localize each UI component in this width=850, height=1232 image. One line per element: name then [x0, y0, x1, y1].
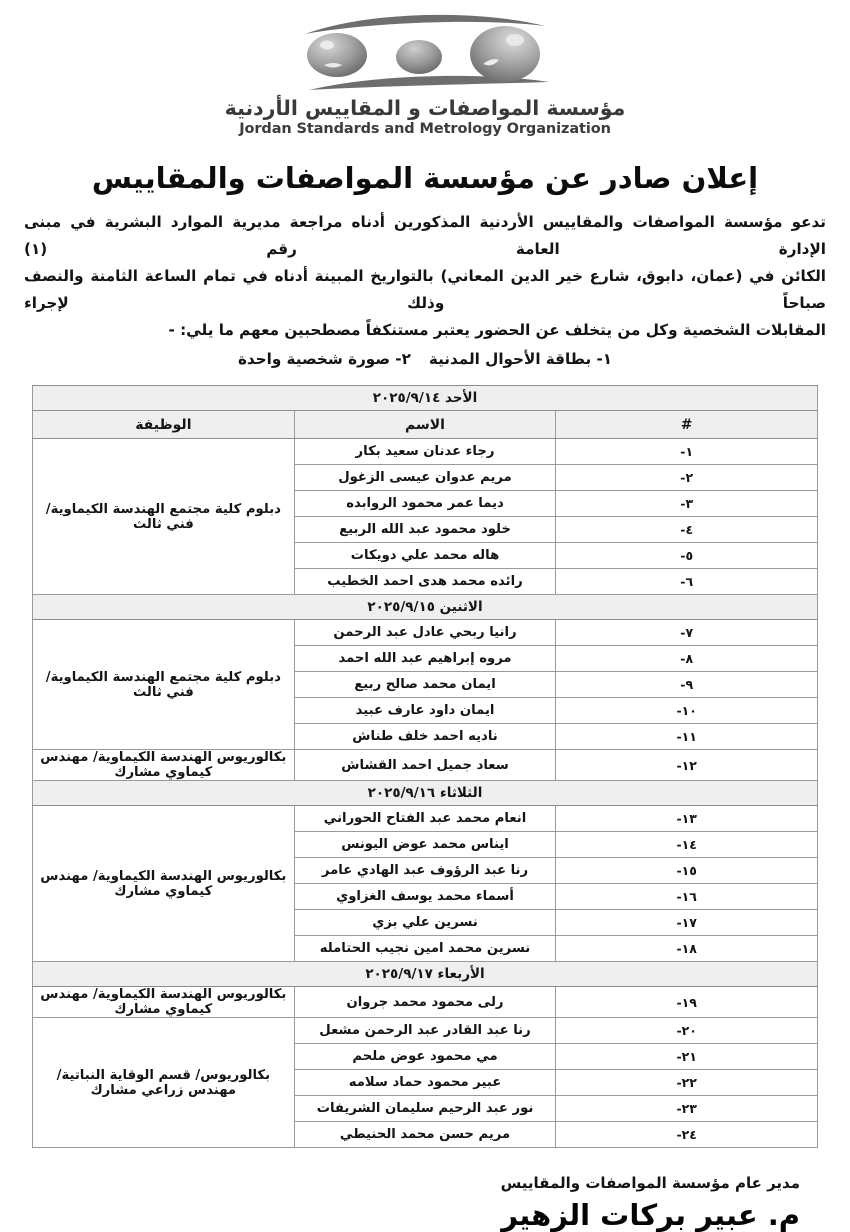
- intro-line-3: المقابلات الشخصية وكل من يتخلف عن الحضور يعتبر مستنكفاً مصطحبين معهم ما يلي: -: [168, 321, 826, 339]
- row-number: ١٩-: [556, 987, 818, 1018]
- job-title: بكالوريوس الهندسة الكيماوية/ مهندس كيماوي مشارك: [33, 987, 295, 1018]
- table-row: [33, 439, 818, 465]
- candidate-name: أسماء محمد يوسف الغزاوي: [294, 884, 556, 910]
- row-number: ١٨-: [556, 936, 818, 962]
- candidate-name: رانيا ربحي عادل عبد الرحمن: [294, 620, 556, 646]
- candidate-name: ديما عمر محمود الروابده: [294, 491, 556, 517]
- day-header-cell: [33, 781, 818, 806]
- job-title: بكالوريوس/ قسم الوقاية النباتية/مهندس زراعي مشارك: [33, 1018, 295, 1148]
- candidate-name: رنا عبد القادر عبد الرحمن مشعل: [294, 1018, 556, 1044]
- candidate-name: هاله محمد علي دويكات: [294, 543, 556, 569]
- candidate-name: خلود محمود عبد الله الربيع: [294, 517, 556, 543]
- candidate-name: ايمان محمد صالح ربيع: [294, 672, 556, 698]
- table-row: [33, 750, 818, 781]
- day-header-cell: [33, 962, 818, 987]
- day-header-cell: [33, 386, 818, 411]
- column-header-name: الاسم: [294, 411, 556, 439]
- row-number: ٢١-: [556, 1044, 818, 1070]
- day-header-cell: [33, 595, 818, 620]
- org-name-english: Jordan Standards and Metrology Organization: [239, 121, 611, 137]
- candidate-name: مريم عدوان عيسى الزغول: [294, 465, 556, 491]
- row-number: ٢٢-: [556, 1070, 818, 1096]
- job-title: بكالوريوس الهندسة الكيماوية/ مهندس كيماوي مشارك: [33, 806, 295, 962]
- letterhead: [0, 0, 850, 137]
- column-header-number: #: [556, 411, 818, 439]
- candidate-name: انعام محمد عبد الفتاح الحوراني: [294, 806, 556, 832]
- table-column-header-row: [33, 411, 818, 439]
- interview-schedule-table-wrapper: [32, 385, 818, 1148]
- day-date: ٢٠٢٥/٩/١٥: [367, 599, 435, 615]
- row-number: ٢٣-: [556, 1096, 818, 1122]
- candidate-name: ايمان داود عارف عبيد: [294, 698, 556, 724]
- column-header-job: الوظيفة: [33, 411, 295, 439]
- org-name-arabic: مؤسسة المواصفات و المقاييس الأردنية: [224, 96, 626, 120]
- table-row: [33, 987, 818, 1018]
- day-header-row: [33, 962, 818, 987]
- required-doc-1: ١- بطاقة الأحوال المدنية: [428, 350, 613, 368]
- candidate-name: رلى محمود محمد جروان: [294, 987, 556, 1018]
- page-title: إعلان صادر عن مؤسسة المواصفات والمقاييس: [91, 161, 759, 195]
- job-title: بكالوريوس الهندسة الكيماوية/ مهندس كيماوي مشارك: [33, 750, 295, 781]
- row-number: ١٧-: [556, 910, 818, 936]
- candidate-name: عبير محمود حماد سلامه: [294, 1070, 556, 1096]
- announcement-body: [24, 209, 826, 373]
- candidate-name: ايناس محمد عوض اليونس: [294, 832, 556, 858]
- row-number: ٢-: [556, 465, 818, 491]
- row-number: ١-: [556, 439, 818, 465]
- day-label: الأحد ٢٠٢٥/٩/١٤: [372, 390, 478, 406]
- day-date: ٢٠٢٥/٩/١٧: [365, 966, 433, 982]
- signature-block: [0, 1174, 850, 1232]
- day-label: الأربعاء ٢٠٢٥/٩/١٧: [365, 966, 485, 982]
- table-row: [33, 1018, 818, 1044]
- table-row: [33, 806, 818, 832]
- row-number: ١١-: [556, 724, 818, 750]
- row-number: ٤-: [556, 517, 818, 543]
- row-number: ١٠-: [556, 698, 818, 724]
- candidate-name: نسرين علي بزي: [294, 910, 556, 936]
- row-number: ١٦-: [556, 884, 818, 910]
- job-title: دبلوم كلية مجتمع الهندسة الكيماوية/فني ثالث: [33, 620, 295, 750]
- row-number: ٩-: [556, 672, 818, 698]
- jsmo-ovals-logo-icon: [287, 12, 563, 94]
- row-number: ١٢-: [556, 750, 818, 781]
- row-number: ٢٤-: [556, 1122, 818, 1148]
- day-label: الاثنين ٢٠٢٥/٩/١٥: [367, 599, 483, 615]
- candidate-name: رنا عبد الرؤوف عبد الهادي عامر: [294, 858, 556, 884]
- day-date: ٢٠٢٥/٩/١٦: [367, 785, 436, 801]
- day-header-row: [33, 386, 818, 411]
- candidate-name: مريم حسن محمد الحنيطي: [294, 1122, 556, 1148]
- candidate-name: رائده محمد هدى احمد الخطيب: [294, 569, 556, 595]
- row-number: ١٤-: [556, 832, 818, 858]
- candidate-name: مروه إبراهيم عبد الله احمد: [294, 646, 556, 672]
- row-number: ٥-: [556, 543, 818, 569]
- candidate-name: مي محمود عوض ملحم: [294, 1044, 556, 1070]
- required-doc-2: ٢- صورة شخصية واحدة: [237, 350, 411, 368]
- intro-line-1: تدعو مؤسسة المواصفات والمقاييس الأردنية المذكورين أدناه مراجعة مديرية الموارد البشرية في مبنى الإدارة العامة رقم (١): [24, 213, 826, 258]
- intro-line-2: الكائن في (عمان، دابوق، شارع خير الدين المعاني) بالتواريخ المبينة أدناه في تمام الساعة الثامنة والنصف صباحاً وذلك لإجراء: [24, 267, 826, 312]
- row-number: ١٥-: [556, 858, 818, 884]
- row-number: ٢٠-: [556, 1018, 818, 1044]
- row-number: ٨-: [556, 646, 818, 672]
- row-number: ١٣-: [556, 806, 818, 832]
- interview-schedule-table: [32, 385, 818, 1148]
- candidate-name: سعاد جميل احمد القشاش: [294, 750, 556, 781]
- required-documents: [24, 346, 826, 373]
- job-title: دبلوم كلية مجتمع الهندسة الكيماوية/فني ثالث: [33, 439, 295, 595]
- candidate-name: نور عبد الرحيم سليمان الشريفات: [294, 1096, 556, 1122]
- day-label: الثلاثاء ٢٠٢٥/٩/١٦: [367, 785, 483, 801]
- table-row: [33, 620, 818, 646]
- candidate-name: رجاء عدنان سعيد بكار: [294, 439, 556, 465]
- day-header-row: [33, 595, 818, 620]
- row-number: ٣-: [556, 491, 818, 517]
- row-number: ٦-: [556, 569, 818, 595]
- signer-name: م. عبير بركات الزهير: [501, 1198, 800, 1232]
- candidate-name: ناديه احمد خلف طناش: [294, 724, 556, 750]
- row-number: ٧-: [556, 620, 818, 646]
- candidate-name: نسرين محمد امين نجيب الحتامله: [294, 936, 556, 962]
- day-date: ٢٠٢٥/٩/١٤: [372, 390, 441, 406]
- day-header-row: [33, 781, 818, 806]
- signer-role: مدير عام مؤسسة المواصفات والمقاييس: [500, 1174, 800, 1192]
